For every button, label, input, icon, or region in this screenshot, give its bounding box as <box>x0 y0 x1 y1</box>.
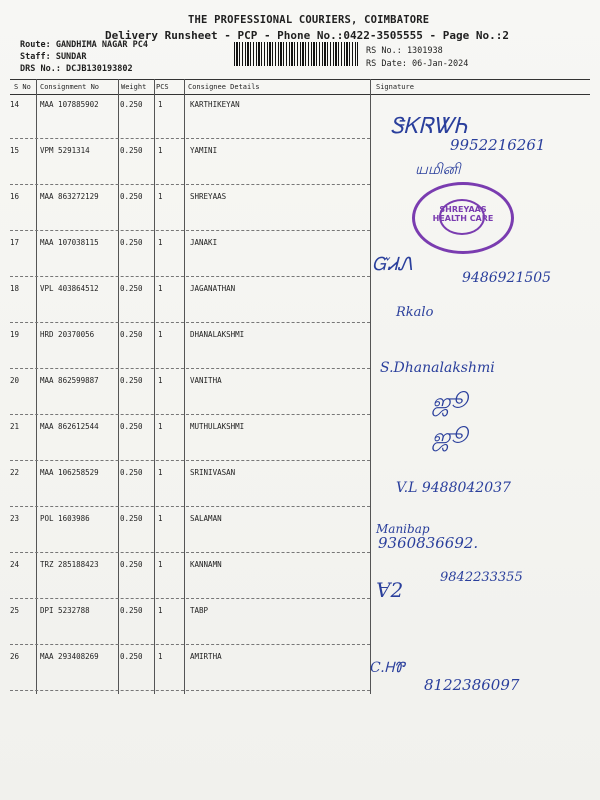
row-sno: 17 <box>10 238 20 247</box>
handwritten-phone: 8122386097 <box>424 676 520 694</box>
handwritten-phone: V.L 9488042037 <box>396 480 511 496</box>
row-consignment-no: TRZ 285188423 <box>40 560 99 569</box>
row-sno: 23 <box>10 514 20 523</box>
row-consignee: KANNAMN <box>190 560 222 569</box>
staff-label: Staff: SUNDAR <box>20 52 87 62</box>
handwritten-phone: 9952216261 <box>450 136 546 154</box>
col-header-consignee: Consignee Details <box>188 83 260 91</box>
page-title: THE PROFESSIONAL COURIERS, COIMBATORE <box>188 14 430 26</box>
col-header-signature: Signature <box>376 83 414 91</box>
row-consignee: KARTHIKEYAN <box>190 100 240 109</box>
row-weight: 0.250 <box>120 422 143 431</box>
handwritten-name: S.Dhanalakshmi <box>380 360 495 376</box>
row-divider <box>10 184 370 185</box>
row-sno: 16 <box>10 192 20 201</box>
row-divider <box>10 276 370 277</box>
row-divider <box>10 414 370 415</box>
row-weight: 0.250 <box>120 100 143 109</box>
row-pcs: 1 <box>158 376 163 385</box>
handwritten-phone: 9842233355 <box>440 570 523 585</box>
row-sno: 14 <box>10 100 20 109</box>
row-consignee: SHREYAAS <box>190 192 227 201</box>
row-pcs: 1 <box>158 284 163 293</box>
row-divider <box>10 368 370 369</box>
row-consignee: MUTHULAKSHMI <box>190 422 245 431</box>
drs-number: DRS No.: DCJB130193802 <box>20 64 133 74</box>
row-weight: 0.250 <box>120 192 143 201</box>
row-consignee: SRINIVASAN <box>190 468 236 477</box>
row-sno: 15 <box>10 146 20 155</box>
row-consignee: JANAKI <box>190 238 218 247</box>
row-consignment-no: MAA 107885902 <box>40 100 99 109</box>
signature-janaki: ᏳᏗᏁ <box>372 254 413 275</box>
row-consignment-no: MAA 106258529 <box>40 468 99 477</box>
row-consignee: SALAMAN <box>190 514 222 523</box>
table-row <box>0 330 600 376</box>
row-consignment-no: MAA 862599887 <box>40 376 99 385</box>
handwritten-note: Rkalo <box>396 305 434 320</box>
rs-number: RS No.: 1301938 <box>366 46 443 56</box>
row-weight: 0.250 <box>120 560 143 569</box>
handwritten-phone: 9486921505 <box>462 270 552 286</box>
row-sno: 18 <box>10 284 20 293</box>
row-consignment-no: MAA 107038115 <box>40 238 99 247</box>
row-sno: 21 <box>10 422 20 431</box>
row-weight: 0.250 <box>120 652 143 661</box>
row-sno: 26 <box>10 652 20 661</box>
row-pcs: 1 <box>158 100 163 109</box>
row-pcs: 1 <box>158 238 163 247</box>
row-weight: 0.250 <box>120 376 143 385</box>
signature-karthikeyan: ᏕᏦᏒᏔᏂ <box>390 114 468 139</box>
row-consignee: JAGANATHAN <box>190 284 236 293</box>
signature-amirtha: C.ᎻᏈ <box>370 660 405 676</box>
table-row <box>0 376 600 422</box>
row-sno: 25 <box>10 606 20 615</box>
row-weight: 0.250 <box>120 514 143 523</box>
col-header-weight: Weight <box>121 83 147 91</box>
signature-kannamn: Ɐ2 <box>376 578 404 602</box>
row-divider <box>10 598 370 599</box>
signature-muthulakshmi: ஜூ <box>432 425 468 450</box>
row-sno: 22 <box>10 468 20 477</box>
row-consignee: DHANALAKSHMI <box>190 330 245 339</box>
row-pcs: 1 <box>158 652 163 661</box>
row-divider <box>10 138 370 139</box>
table-row <box>0 422 600 468</box>
table-row <box>0 514 600 560</box>
row-sno: 19 <box>10 330 20 339</box>
row-pcs: 1 <box>158 514 163 523</box>
rs-date: RS Date: 06-Jan-2024 <box>366 59 469 69</box>
row-consignee: VANITHA <box>190 376 222 385</box>
row-consignment-no: DPI 5232788 <box>40 606 90 615</box>
health-care-stamp: SHREYAAS HEALTH CARE <box>412 182 514 254</box>
row-consignment-no: MAA 863272129 <box>40 192 99 201</box>
row-pcs: 1 <box>158 146 163 155</box>
row-weight: 0.250 <box>120 284 143 293</box>
row-consignment-no: HRD 20370056 <box>40 330 95 339</box>
table-header-border <box>10 94 590 95</box>
signature-yamini: யமினி <box>415 160 461 178</box>
row-consignment-no: POL 1603986 <box>40 514 90 523</box>
col-header-pcs: PCS <box>156 83 169 91</box>
row-divider <box>10 690 370 691</box>
row-pcs: 1 <box>158 468 163 477</box>
row-divider <box>10 322 370 323</box>
row-weight: 0.250 <box>120 330 143 339</box>
row-consignee: YAMINI <box>190 146 218 155</box>
row-pcs: 1 <box>158 422 163 431</box>
row-divider <box>10 230 370 231</box>
row-sno: 20 <box>10 376 20 385</box>
row-consignment-no: VPL 403864512 <box>40 284 99 293</box>
table-top-border <box>10 79 590 80</box>
col-header-sno: S No <box>14 83 31 91</box>
signature-vanitha: ஜூ <box>432 390 468 415</box>
row-weight: 0.250 <box>120 146 143 155</box>
row-weight: 0.250 <box>120 238 143 247</box>
row-sno: 24 <box>10 560 20 569</box>
row-weight: 0.250 <box>120 606 143 615</box>
col-header-consignment: Consignment No <box>40 83 100 91</box>
route-label: Route: GANDHIMA NAGAR PC4 <box>20 40 148 50</box>
row-consignment-no: VPM 5291314 <box>40 146 90 155</box>
row-consignment-no: MAA 862612544 <box>40 422 99 431</box>
handwritten-name: Manibap <box>376 522 430 536</box>
row-divider <box>10 644 370 645</box>
row-weight: 0.250 <box>120 468 143 477</box>
row-pcs: 1 <box>158 330 163 339</box>
row-divider <box>10 506 370 507</box>
row-consignment-no: MAA 293408269 <box>40 652 99 661</box>
row-pcs: 1 <box>158 192 163 201</box>
table-row <box>0 284 600 330</box>
barcode-image <box>234 42 358 66</box>
table-row <box>0 606 600 652</box>
row-consignee: TABP <box>190 606 209 615</box>
row-consignee: AMIRTHA <box>190 652 222 661</box>
row-pcs: 1 <box>158 606 163 615</box>
row-pcs: 1 <box>158 560 163 569</box>
row-divider <box>10 552 370 553</box>
page-subtitle: Delivery Runsheet - PCP - Phone No.:0422-3505555 - Page No.:2 <box>105 29 509 42</box>
row-divider <box>10 460 370 461</box>
handwritten-phone: 9360836692. <box>378 534 479 552</box>
